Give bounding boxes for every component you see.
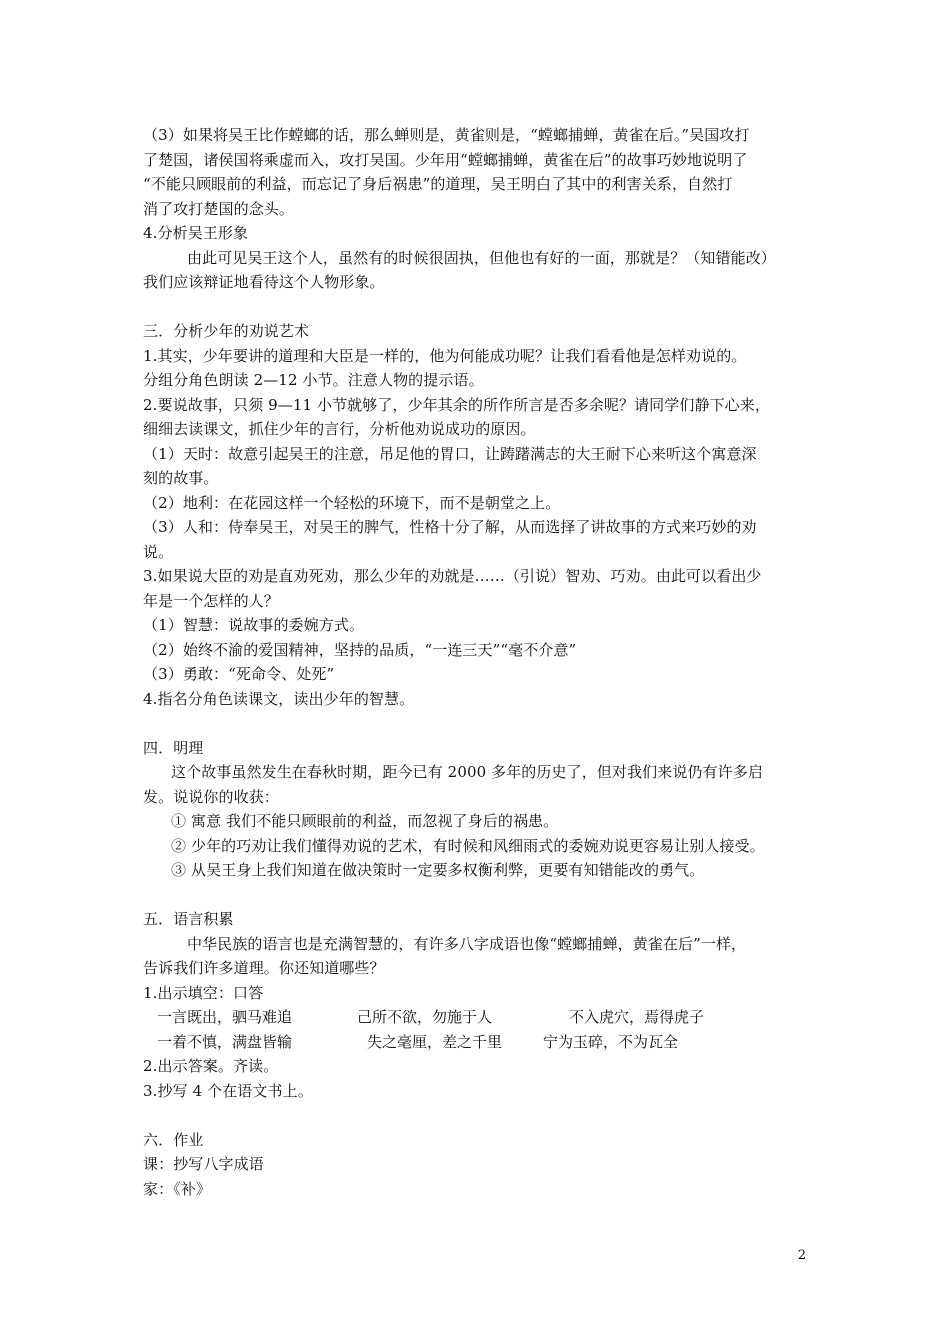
section-heading: 三．分析少年的劝说艺术 <box>143 322 310 340</box>
idiom: 己所不欲，勿施于人 <box>357 1008 493 1026</box>
list-item: ③ 从吴王身上我们知道在做决策时一定要多权衡利弊，更要有知错能改的勇气。 <box>171 861 705 879</box>
item-title: 3.抄写 4 个在语文书上。 <box>143 1081 313 1100</box>
item-title: 1.出示填空：口答 <box>143 983 264 1002</box>
text-line: 3.如果说大臣的劝是直劝死劝，那么少年的劝就是……（引说）智劝、巧劝。由此可以看出少 <box>143 567 762 585</box>
text-line: 刻的故事。 <box>143 469 219 487</box>
text-line: 年是一个怎样的人？ <box>143 591 279 610</box>
idiom: 宁为玉碎，不为瓦全 <box>543 1032 679 1051</box>
section-heading: 五．语言积累 <box>143 910 234 928</box>
list-item: ② 少年的巧劝让我们懂得劝说的艺术，有时候和风细雨式的委婉劝说更容易让别人接受。 <box>171 836 765 855</box>
text-line: 4.指名分角色读课文，读出少年的智慧。 <box>143 689 415 708</box>
idiom-row <box>143 1005 813 1030</box>
text-line: （1）天时：故意引起吴王的注意，吊足他的胃口，让踌躇满志的大王耐下心来听这个寓意深 <box>143 444 757 463</box>
text-line: 2.要说故事，只须 9—11 小节就够了，少年其余的所作所言是否多余呢？请同学们静下心来， <box>143 395 770 414</box>
list-item: ① 寓意 我们不能只顾眼前的利益，而忽视了身后的祸患。 <box>171 812 559 830</box>
idiom: 失之毫厘，差之千里 <box>367 1032 503 1051</box>
spacer <box>143 711 813 736</box>
spacer <box>143 883 813 908</box>
text-line: 分组分角色朗读 2—12 小节。注意人物的提示语。 <box>143 371 484 389</box>
page-content <box>143 123 813 1201</box>
spacer <box>143 1103 813 1128</box>
text-line: （1）智慧：说故事的委婉方式。 <box>143 616 365 634</box>
section-heading: 六．作业 <box>143 1130 204 1149</box>
text-line: 1.其实，少年要讲的道理和大臣是一样的，他为何能成功呢？让我们看看他是怎样劝说的。 <box>143 346 747 365</box>
text-line: 告诉我们许多道理。你还知道哪些？ <box>143 959 385 977</box>
item-title: 2.出示答案。齐读。 <box>143 1057 279 1075</box>
paragraph-wuwang-analogy <box>143 123 813 221</box>
text-line: 发。说说你的收获： <box>143 787 279 806</box>
text-line: （3）人和：侍奉吴王，对吴王的脾气，性格十分了解，从而选择了讲故事的方式来巧妙的劝 <box>143 518 757 536</box>
idiom-row <box>143 1030 813 1055</box>
text-line: “不能只顾眼前的利益，而忘记了身后祸患”的道理，吴王明白了其中的利害关系，自然打 <box>143 175 733 193</box>
text-line: 这个故事虽然发生在春秋时期，距今已有 2000 多年的历史了，但对我们来说仍有许多启 <box>171 763 763 781</box>
text-line: 消了攻打楚国的念头。 <box>143 199 295 218</box>
text-line: 家：《补》 <box>143 1179 212 1198</box>
text-line: （2）始终不渝的爱国精神，坚持的品质，“一连三天”“毫不介意” <box>143 640 577 659</box>
text-line: 我们应该辩证地看待这个人物形象。 <box>143 273 385 291</box>
text-line: （2）地利：在花园这样一个轻松的环境下，而不是朝堂之上。 <box>143 493 561 512</box>
item-title: 4.分析吴王形象 <box>143 224 249 242</box>
text-line: （3）如果将吴王比作螳螂的话，那么蝉则是，黄雀则是，“螳螂捕蝉，黄雀在后。”吴国攻打 <box>143 126 750 144</box>
text-line: 由此可见吴王这个人，虽然有的时候很固执，但他也有好的一面，那就是？（知错能改） <box>187 248 776 267</box>
text-line: 了楚国，诸侯国将乘虚而入，攻打吴国。少年用“螳螂捕蝉，黄雀在后”的故事巧妙地说明了 <box>143 150 748 169</box>
idiom: 一着不慎，满盘皆输 <box>157 1032 293 1051</box>
text-line: 中华民族的语言也是充满智慧的，有许多八字成语也像“螳螂捕蝉，黄雀在后”一样， <box>187 934 747 953</box>
spacer <box>143 295 813 320</box>
idiom: 一言既出，驷马难追 <box>157 1008 293 1026</box>
page-number: 2 <box>797 1248 806 1263</box>
text-line: 课：抄写八字成语 <box>143 1155 264 1173</box>
idiom: 不入虎穴，焉得虎子 <box>569 1008 705 1026</box>
section-heading: 四．明理 <box>143 738 204 757</box>
text-line: 说。 <box>143 542 174 561</box>
text-line: （3）勇敢：“死命令、处死” <box>143 665 335 683</box>
text-line: 细细去读课文，抓住少年的言行，分析他劝说成功的原因。 <box>143 420 536 438</box>
